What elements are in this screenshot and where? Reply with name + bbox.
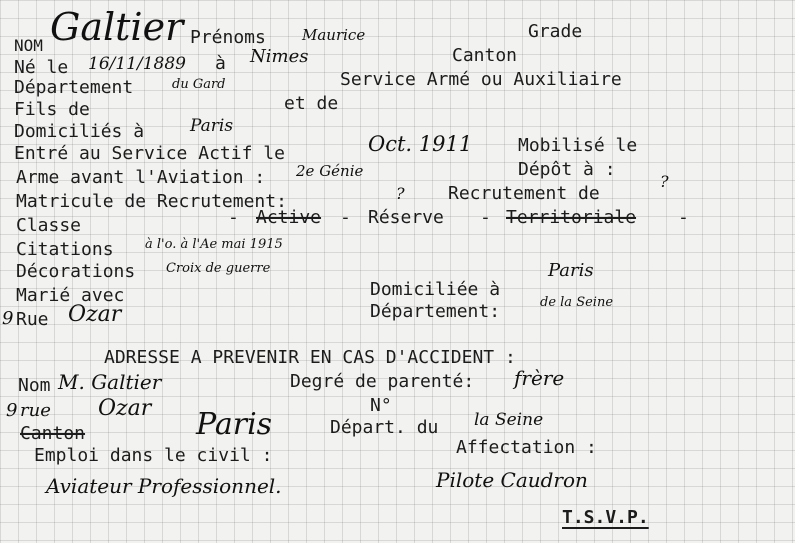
service-label: Service Armé ou Auxiliaire — [340, 69, 622, 90]
nom-value: Galtier — [50, 5, 184, 49]
matricule-value: ? — [396, 184, 405, 203]
rue2-value: Ozar — [98, 396, 152, 421]
affectation-value: Pilote Caudron — [436, 468, 588, 492]
prenoms-value: Maurice — [302, 26, 366, 44]
marie-label: Marié avec — [16, 285, 125, 306]
rue2-number: 9 — [6, 400, 18, 421]
ne-a-value: Nimes — [250, 46, 309, 67]
arme-label: Arme avant l'Aviation : — [16, 167, 266, 188]
depot-label: Dépôt à : — [518, 159, 616, 180]
adresse-header: ADRESSE A PREVENIR EN CAS D'ACCIDENT : — [104, 347, 516, 368]
ne-le-label: Né le — [14, 57, 69, 78]
canton2-label: Canton — [20, 423, 86, 444]
canton-label: Canton — [452, 45, 518, 66]
classe-territoriale: Territoriale — [506, 207, 637, 228]
departement-label: Département — [14, 77, 134, 98]
citations-value: à l'o. à l'Ae mai 1915 — [145, 237, 283, 252]
domiciliee-label: Domiciliée à — [370, 279, 501, 300]
ne-a-label: à — [215, 53, 226, 74]
emploi-label: Emploi dans le civil : — [34, 445, 273, 466]
nom2-value: M. Galtier — [58, 370, 162, 394]
classe-label: Classe — [16, 215, 82, 236]
entre-value: Oct. 1911 — [368, 132, 473, 156]
degre-value: frère — [514, 366, 565, 390]
affectation-label: Affectation : — [456, 437, 597, 458]
departement-value: du Gard — [172, 77, 226, 92]
rue2-prefix: rue — [20, 400, 51, 421]
nom2-label: Nom — [18, 375, 51, 396]
depart-value: la Seine — [474, 410, 544, 430]
no-label: N° — [370, 395, 392, 416]
recrutement-de-value: ? — [660, 172, 669, 191]
citations-label: Citations — [16, 239, 114, 260]
domicilies-value: Paris — [190, 116, 234, 136]
prenoms-label: Prénoms — [190, 27, 266, 48]
et-de-label: et de — [284, 93, 339, 114]
decorations-label: Décorations — [16, 261, 136, 282]
classe-dash-4: - — [678, 207, 689, 228]
departement2-value: de la Seine — [540, 295, 614, 310]
domiciliee-value: Paris — [548, 260, 594, 281]
decorations-value: Croix de guerre — [166, 261, 271, 276]
arme-value: 2e Génie — [296, 162, 364, 180]
recrutement-de-label: Recrutement de — [448, 183, 600, 204]
grade-label: Grade — [528, 21, 583, 42]
nom-label: NOM — [14, 36, 43, 55]
fils-de-label: Fils de — [14, 99, 90, 120]
domicilies-label: Domiciliés à — [14, 121, 145, 142]
depart-label: Départ. du — [330, 417, 439, 438]
classe-dash-1: - — [228, 207, 239, 228]
degre-label: Degré de parenté: — [290, 371, 475, 392]
mobilise-label: Mobilisé le — [518, 135, 638, 156]
ne-le-value: 16/11/1889 — [88, 54, 186, 74]
tsvp-label: T.S.V.P. — [562, 507, 649, 528]
classe-dash-2: - — [340, 207, 351, 228]
rue-value: Ozar — [68, 302, 122, 327]
classe-dash-3: - — [480, 207, 491, 228]
matricule-label: Matricule de Recrutement: — [16, 191, 287, 212]
departement2-label: Département: — [370, 301, 501, 322]
emploi-value: Aviateur Professionnel. — [46, 474, 282, 498]
classe-reserve: Réserve — [368, 207, 444, 228]
rue-label: Rue — [16, 309, 49, 330]
entre-label: Entré au Service Actif le — [14, 143, 285, 164]
classe-active: Active — [256, 207, 322, 228]
ville-value: Paris — [196, 407, 273, 442]
rue-number: 9 — [2, 308, 14, 329]
